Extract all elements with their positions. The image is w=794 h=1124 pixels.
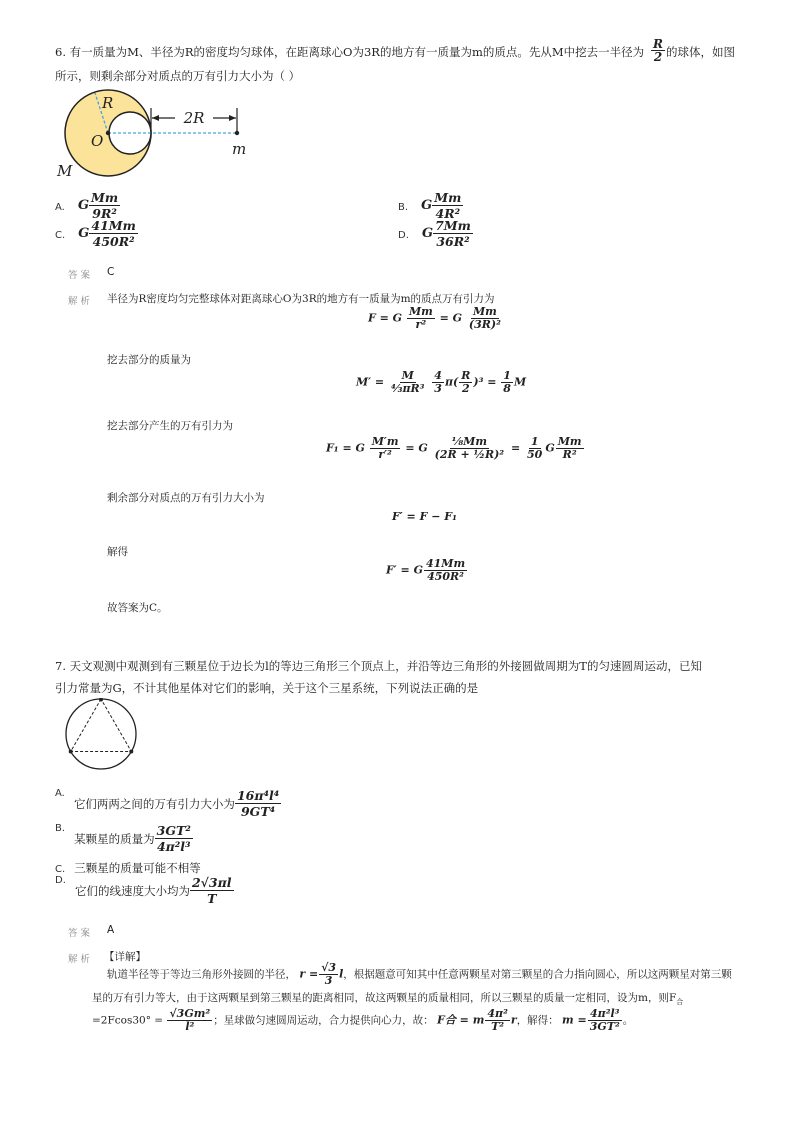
q6-eq2 [356,370,526,395]
a1-rn: √3 [321,961,337,974]
eq3-eq: = [510,441,521,455]
frac-num: R [653,37,663,51]
q6-analysis-s5: 解得 [107,546,128,558]
option-letter: B. [398,202,409,213]
q7-option-b[interactable] [55,823,193,854]
a2-text: 星的万有引力等大，由于这两颗星到第三颗星的距离相同，故这两颗星的质量相同，所以三颗星的质量一定相同，设为m，则F [92,992,677,1004]
q7-analysis-line3 [92,1008,633,1033]
a3-end: 。 [622,1014,634,1027]
star [129,750,133,754]
q7-detail-heading: 【详解】 [104,951,146,963]
option-den: 9R² [92,206,117,221]
a3-f3d: 3GT² [589,1020,620,1033]
eq3-f4d: R² [562,448,577,461]
eq2-f2n: R [461,369,471,382]
eq2-mid-d: 3 [434,382,442,395]
eq3-f3n: 1 [530,435,539,448]
option-g: G [421,226,434,241]
eq1-f1n: Mm [408,305,433,318]
a3-m: m = [562,1013,587,1027]
option-text: 它们两两之间的万有引力大小为 [73,796,235,811]
option-den: 36R² [436,234,470,249]
option-den: 450R² [92,234,135,249]
a1-post: ，根据题意可知其中任意两颗星对第三颗星的合力指向圆心，所以这两颗星对第三颗 [343,968,732,981]
q7-answer-label: 答案 [68,928,94,939]
q6-answer: C [107,266,115,278]
option-den: 4π²l³ [156,839,191,854]
eq1-lhs: F = G [368,311,403,325]
star [69,750,73,754]
eq1-f2d: (3R)² [468,318,501,331]
q7-analysis-line2 [92,990,683,1005]
q6-eq5 [386,558,468,583]
label-M: M [57,162,73,180]
eq2-pi: π( [444,375,459,389]
eq3-mid: = G [405,441,428,455]
option-den: T [207,891,217,906]
eq2-f2d: 2 [461,382,470,395]
eq3-f1d: r′² [378,448,392,461]
eq1-f2n: Mm [473,305,497,318]
q7-figure [55,698,147,770]
q6-analysis-s4: 剩余部分对质点的万有引力大小为 [107,492,265,504]
q6-eq1 [368,306,504,331]
option-num: 41Mm [91,218,136,233]
a3-f: F合 = m [437,1013,485,1027]
eq2-tail: )³ = [473,375,497,389]
eq2-lhs: M′ = [356,375,385,389]
a3-f3n: 4π²l³ [589,1007,620,1020]
a3-f2n: 4π² [487,1007,508,1020]
q7-option-c[interactable] [55,857,201,876]
eq2-f3d: 8 [503,382,511,395]
a3-f2d: T² [491,1020,505,1033]
option-letter: A. [55,788,65,799]
eq5-lhs: F′ = G [386,563,423,577]
q6-stem-line2: 所示，则剩余部分对质点的万有引力大小为（ ） [55,69,301,83]
eq2-mid: 4 [434,369,442,382]
q7-option-a[interactable] [55,788,281,819]
label-R: R [102,94,114,112]
label-O: O [91,132,104,150]
eq1-f1d: r² [415,318,427,331]
q7-stem-line2: 引力常量为G，不计其他星体对它们的影响，关于这个三星系统，下列说法正确的是 [55,681,479,695]
q6-analysis-s1: 半径为R密度均匀完整球体对距离球心O为3R的地方有一质量为m的质点万有引力为 [107,293,495,305]
eq3-lhs: F₁ = G [326,441,365,455]
option-letter: C. [55,230,66,241]
q7-answer: A [107,924,115,936]
eq2-end: M [513,375,527,389]
option-g: G [78,226,90,241]
q6-analysis-s6: 故答案为C。 [107,602,168,614]
frac-den: 2 [653,50,663,64]
eq3-f2n: ⅛Mm [451,435,487,448]
option-text: 它们的线速度大小均为 [74,883,190,898]
a2-sub: 合 [676,998,684,1007]
option-num: 16π⁴l⁴ [236,788,280,803]
a3-mid: ；星球做匀速圆周运动，合力提供向心力，故： [213,1014,434,1027]
a1-pre: 轨道半径等于等边三角形外接圆的半径， [107,968,296,981]
q6-stem-tail: 的球体，如图 [666,45,735,59]
q6-option-d[interactable] [398,218,473,249]
q6-frac-r-over-2 [650,38,666,63]
option-den: 9GT⁴ [240,804,276,819]
eq2-f1d: ⁴⁄₃πR³ [390,382,425,395]
option-letter: C. [55,864,66,875]
a1-l: l [339,967,344,981]
eq3-f1n: M′m [371,435,399,448]
option-letter: D. [55,875,66,886]
q7-analysis-line1 [107,962,732,987]
q6-analysis-s2: 挖去部分的质量为 [107,354,191,366]
option-num: Mm [91,190,119,205]
q6-option-b[interactable] [398,190,463,221]
eq3-g: G [545,441,555,455]
option-num: 7Mm [435,218,471,233]
eq5-fn: 41Mm [425,557,466,570]
a1-r: r = [299,967,319,981]
q6-answer-label: 答案 [68,270,94,281]
q6-figure [55,88,265,183]
a3-solve: ，解得： [516,1014,559,1027]
q6-stem-text: 6. 有一质量为M、半径为R的密度均匀球体，在距离球心O为3R的地方有一质量为m的质点。先从M中挖去一半径为 [55,45,645,59]
label-m: m [232,140,247,158]
option-letter: B. [55,823,66,834]
orbit-circle [66,699,136,769]
q6-analysis-label: 解析 [68,296,94,307]
option-letter: A. [55,202,65,213]
q6-analysis-s3: 挖去部分产生的万有引力为 [107,420,233,432]
q7-analysis-label: 解析 [68,954,94,965]
option-g: G [421,198,433,213]
a3-fn: √3Gm² [169,1007,211,1020]
q6-eq4: F′ = F − F₁ [392,510,457,523]
option-text: 三颗星的质量可能不相等 [74,861,201,875]
label-2R: 2R [183,109,205,127]
option-letter: D. [398,230,409,241]
q6-option-a[interactable] [55,190,120,221]
eq1-mid: = G [439,311,463,325]
eq3-f3d: 50 [527,448,543,461]
q6-stem-line1 [55,44,644,60]
eq2-f1n: M [401,369,414,382]
option-text: 某颗星的质量为 [74,831,155,846]
option-g: G [77,198,90,213]
a1-rd: 3 [324,974,333,987]
q7-option-d[interactable] [55,875,234,906]
q7-stem-line1: 7. 天文观测中观测到有三颗星位于边长为l的等边三角形三个顶点上，并沿等边三角形的外接圆做周期为T的匀速圆周运动，已知 [55,659,702,673]
q6-option-c[interactable] [55,218,138,249]
option-num: Mm [434,190,462,205]
eq3-f2d: (2R + ½R)² [434,448,505,461]
eq2-f3n: 1 [503,369,511,382]
q6-eq3 [326,436,585,461]
eq3-f4n: Mm [557,435,582,448]
a3-r: r [510,1013,517,1027]
eq5-fd: 450R² [427,570,464,583]
a3-pre: =2Fcos30° = [92,1014,164,1027]
option-den: 4R² [435,206,461,221]
a3-fd: l² [185,1020,195,1033]
option-num: 2√3πl [191,875,232,890]
option-num: 3GT² [156,823,191,838]
